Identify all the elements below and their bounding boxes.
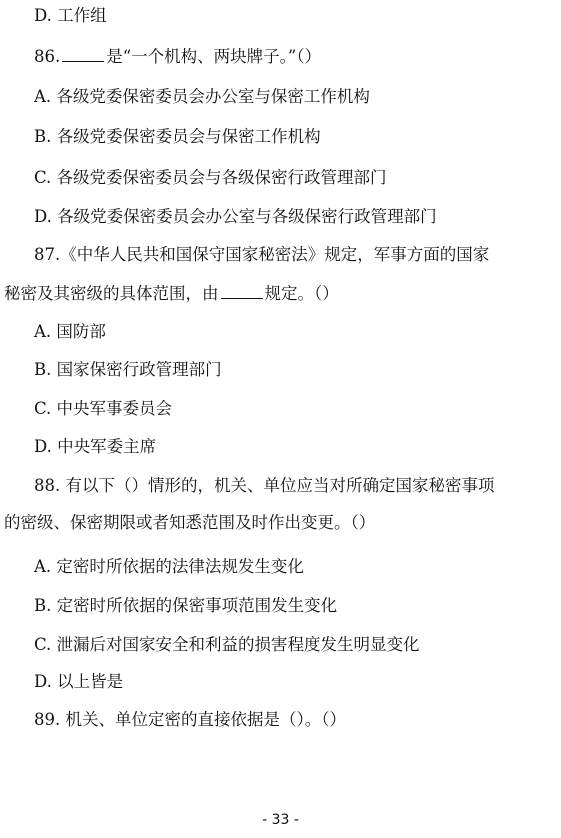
option-85-d: D. 工作组 [34, 6, 107, 25]
option-87-d: D. 中央军委主席 [34, 437, 157, 456]
option-87-b: B. 国家保密行政管理部门 [34, 360, 222, 379]
option-88-c: C. 泄漏后对国家安全和利益的损害程度发生明显变化 [34, 635, 420, 654]
page-number: - 33 - [262, 812, 299, 828]
question-87-line1: 87.《中华人民共和国保守国家秘密法》规定，军事方面的国家 [34, 245, 490, 264]
question-86-text: 是“一个机构、两块牌子。”（） [106, 47, 322, 66]
question-89: 89. 机关、单位定密的直接依据是（）。（） [34, 710, 346, 729]
option-86-c: C. 各级党委保密委员会与各级保密行政管理部门 [34, 168, 387, 187]
option-86-a: A. 各级党委保密委员会办公室与保密工作机构 [34, 87, 370, 106]
option-88-b: B. 定密时所依据的保密事项范围发生变化 [34, 596, 338, 615]
question-87-text-b: 规定。（） [264, 284, 339, 303]
fill-blank [62, 45, 104, 62]
option-87-c: C. 中央军事委员会 [34, 399, 173, 418]
option-86-b: B. 各级党委保密委员会与保密工作机构 [34, 127, 321, 146]
question-86 [0, 45, 561, 68]
question-86-number: 86. [34, 47, 61, 66]
option-87-a: A. 国防部 [34, 322, 106, 341]
fill-blank [221, 282, 263, 299]
question-87-line2 [0, 282, 561, 305]
question-88-line2: 的密级、保密期限或者知悉范围及时作出变更。（） [4, 513, 376, 532]
option-88-d: D. 以上皆是 [34, 672, 124, 691]
question-87-text-a: 秘密及其密级的具体范围，由 [4, 284, 219, 303]
question-88-line1: 88. 有以下（）情形的，机关、单位应当对所确定国家秘密事项 [34, 476, 495, 495]
option-86-d: D. 各级党委保密委员会办公室与各级保密行政管理部门 [34, 207, 437, 226]
option-88-a: A. 定密时所依据的法律法规发生变化 [34, 557, 304, 576]
